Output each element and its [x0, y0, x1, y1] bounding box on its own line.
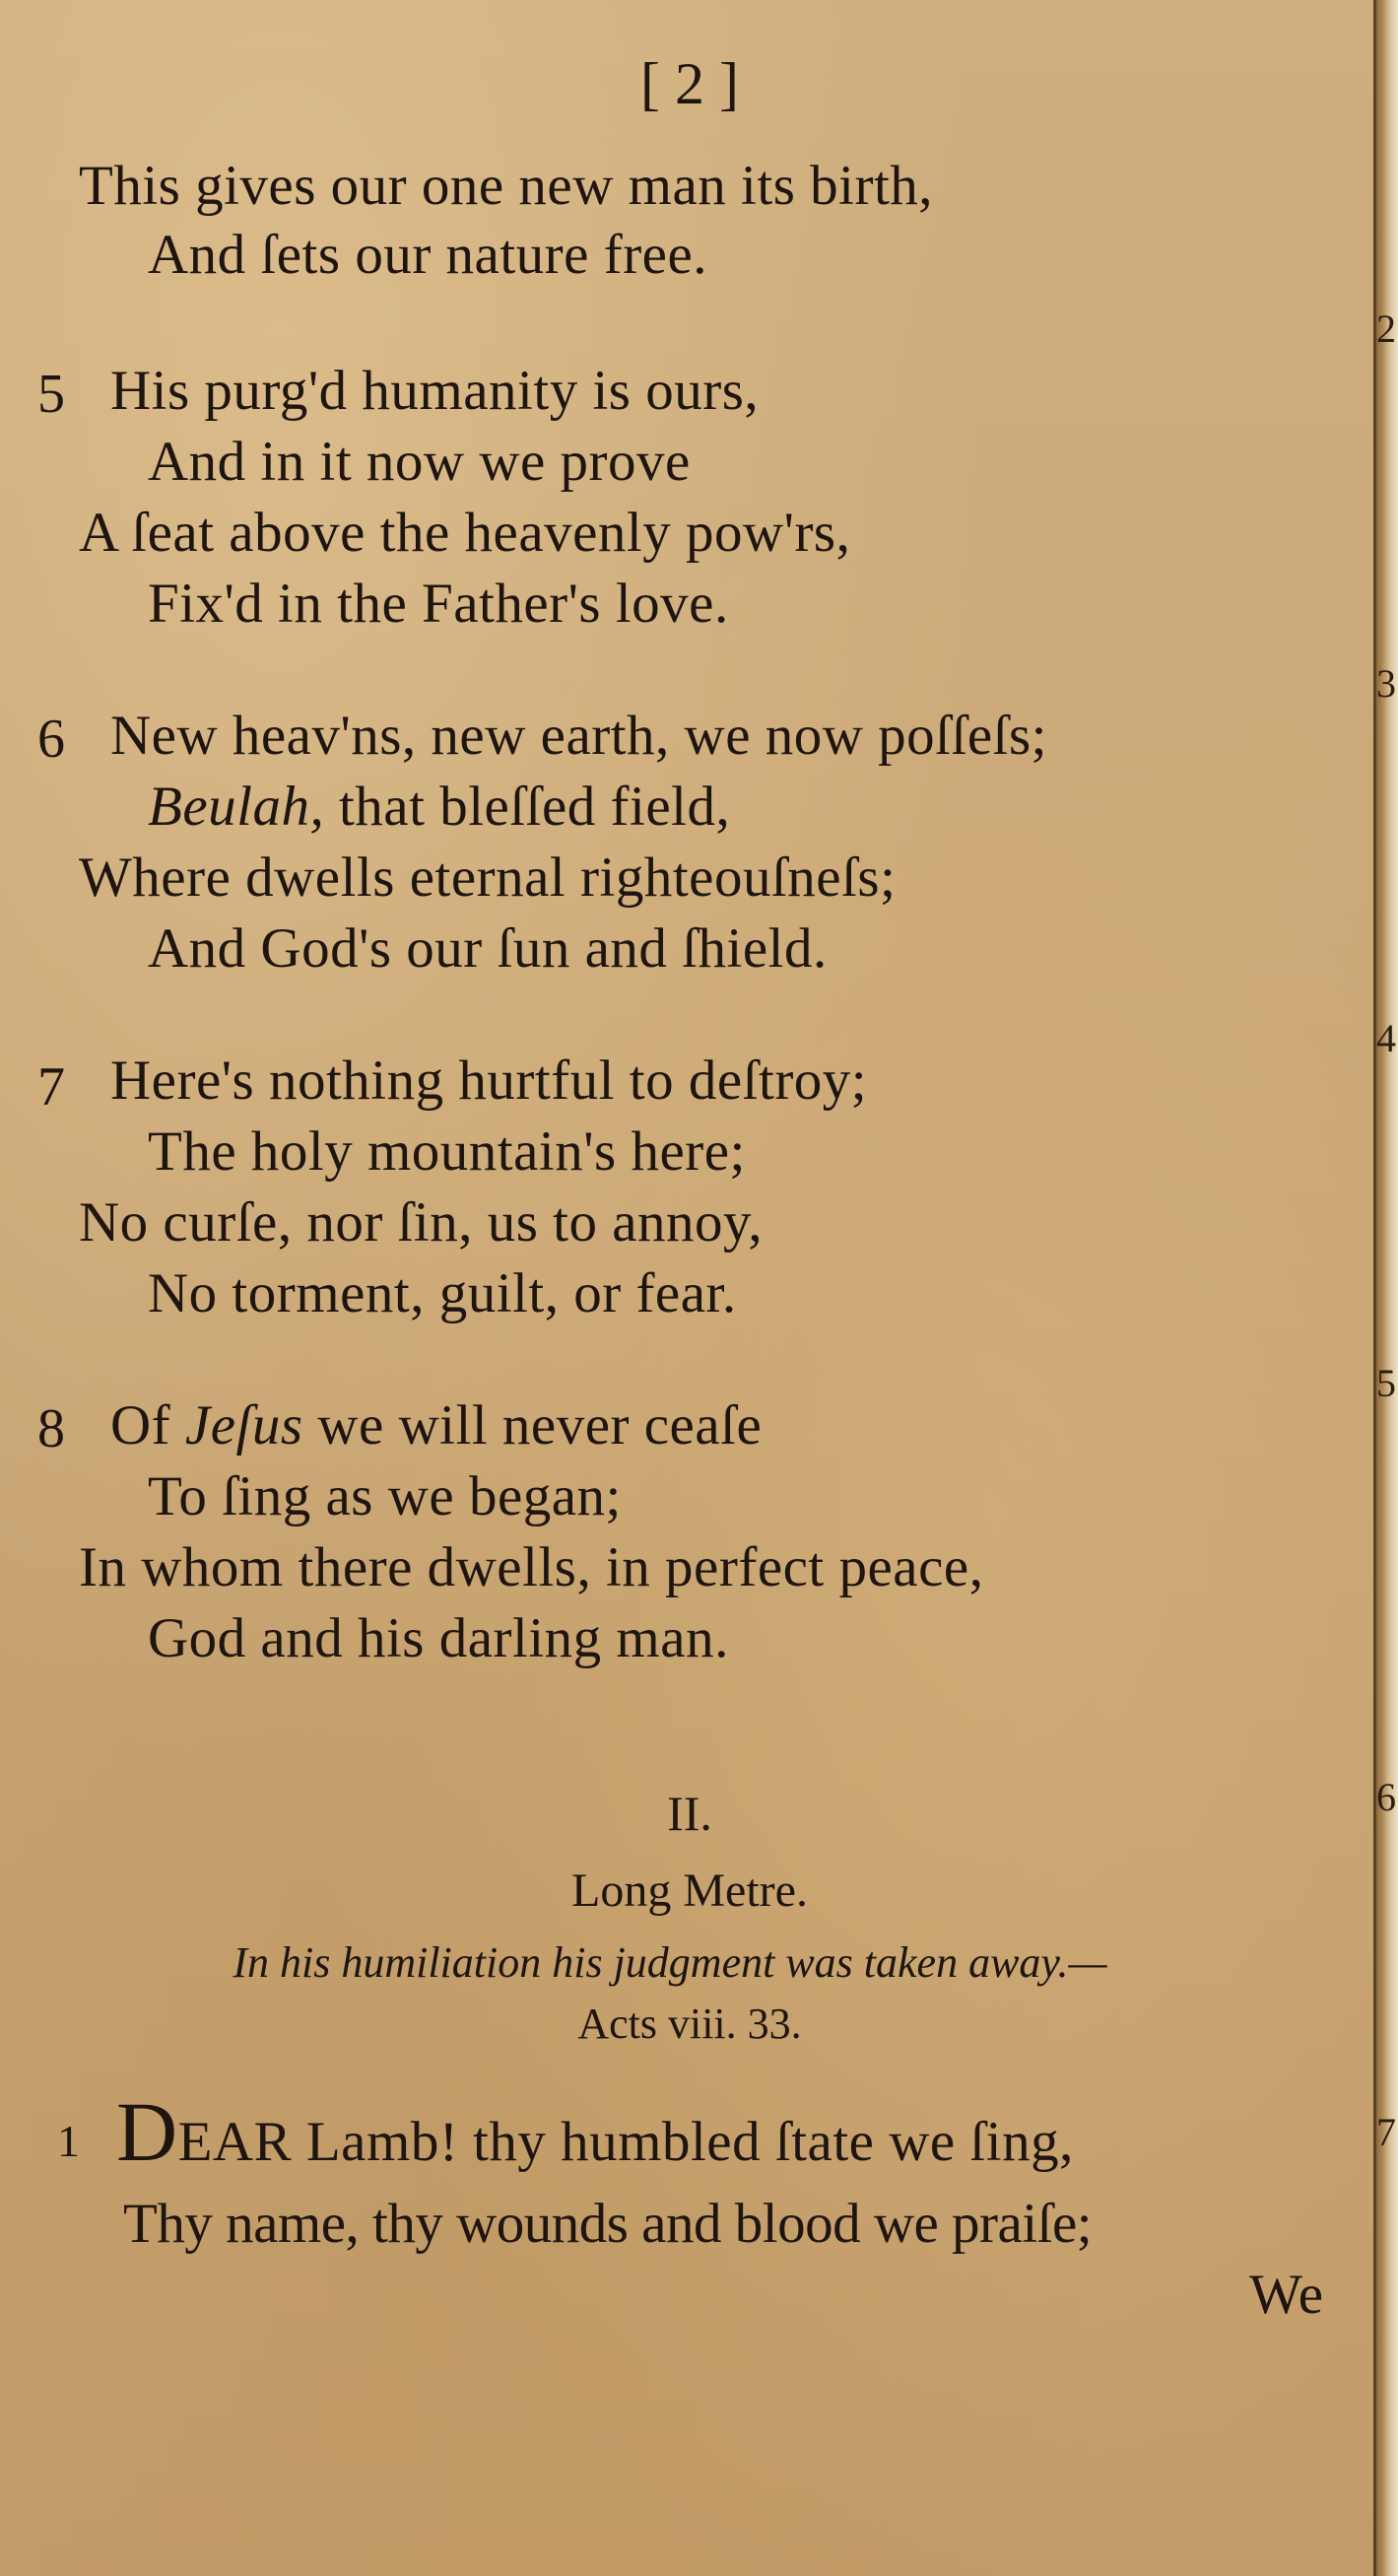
edge-mark: 5	[1376, 1361, 1396, 1405]
stanza-5-line-4: Fix'd in the Father's love.	[148, 573, 729, 635]
beulah-italic: Beulah,	[148, 776, 325, 838]
stanza-7-line-4: No torment, guilt, or fear.	[148, 1262, 737, 1324]
catchword: We	[1249, 2264, 1324, 2326]
stanza-5-line-2: And in it now we prove	[148, 431, 691, 493]
hymn-numeral: II.	[667, 1786, 712, 1841]
edge-mark: 4	[1376, 1016, 1396, 1060]
stanza-5-line-1: His purg'd humanity is ours,	[110, 360, 760, 422]
jesus-italic: Jeſus	[184, 1394, 303, 1457]
stanza-8-line-2: To ſing as we began;	[148, 1465, 622, 1527]
stanza-number: 8	[37, 1398, 65, 1459]
edge-mark: 2	[1376, 306, 1396, 351]
epigraph-citation: Acts viii. 33.	[577, 2000, 802, 2048]
edge-mark: 6	[1376, 1775, 1396, 1819]
hymn-2-line-2: Thy name, thy wounds and blood we praiſe;	[123, 2193, 1093, 2255]
stanza-6-line-1: New heav'ns, new earth, we now poſſeſs;	[110, 705, 1048, 767]
stanza-7-line-1: Here's nothing hurtful to deſtroy;	[110, 1050, 868, 1112]
stanza-number: 1	[57, 2116, 80, 2166]
stanza-8-line-1	[110, 1394, 763, 1457]
stanza-6-line-2	[148, 776, 731, 838]
stanza-6-line-3: Where dwells eternal righteouſneſs;	[79, 847, 897, 909]
intro-line-2: And ſets our nature free.	[148, 224, 708, 286]
stanza-6-line-4: And God's our ſun and ſhield.	[148, 917, 828, 980]
edge-mark: 3	[1376, 661, 1396, 706]
intro-line-1: This gives our one new man its birth,	[79, 155, 934, 217]
stanza-6-line-2-rest: that bleſſed field,	[324, 776, 731, 838]
edge-mark: 7	[1376, 2110, 1396, 2154]
stanza-7-line-3: No curſe, nor ſin, us to annoy,	[79, 1191, 764, 1254]
page-header: [ 2 ]	[640, 51, 739, 116]
hymn-2-line-1-rest: Lamb! thy humbled ſtate we ſing,	[292, 2111, 1074, 2173]
stanza-8-line-1-post: we will never ceaſe	[302, 1394, 763, 1457]
stanza-number: 7	[37, 1056, 65, 1118]
stanza-number: 6	[37, 709, 65, 770]
metre-heading: Long Metre.	[571, 1864, 808, 1917]
stanza-7-line-2: The holy mountain's here;	[148, 1120, 746, 1183]
stanza-8-line-3: In whom there dwells, in perfect peace,	[79, 1536, 984, 1598]
stanza-8-line-1-pre: Of	[110, 1394, 185, 1457]
stanza-number: 5	[37, 364, 65, 425]
page-edge	[1373, 0, 1398, 2576]
hymn-2-line-1	[116, 2084, 1074, 2179]
drop-cap-rest: EAR	[177, 2111, 293, 2173]
stanza-8-line-4: God and his darling man.	[148, 1607, 729, 1669]
epigraph: In his humiliation his judgment was taken away.—	[233, 1938, 1107, 1987]
drop-cap: D	[116, 2084, 178, 2179]
stanza-5-line-3: A ſeat above the heavenly pow'rs,	[79, 502, 851, 564]
